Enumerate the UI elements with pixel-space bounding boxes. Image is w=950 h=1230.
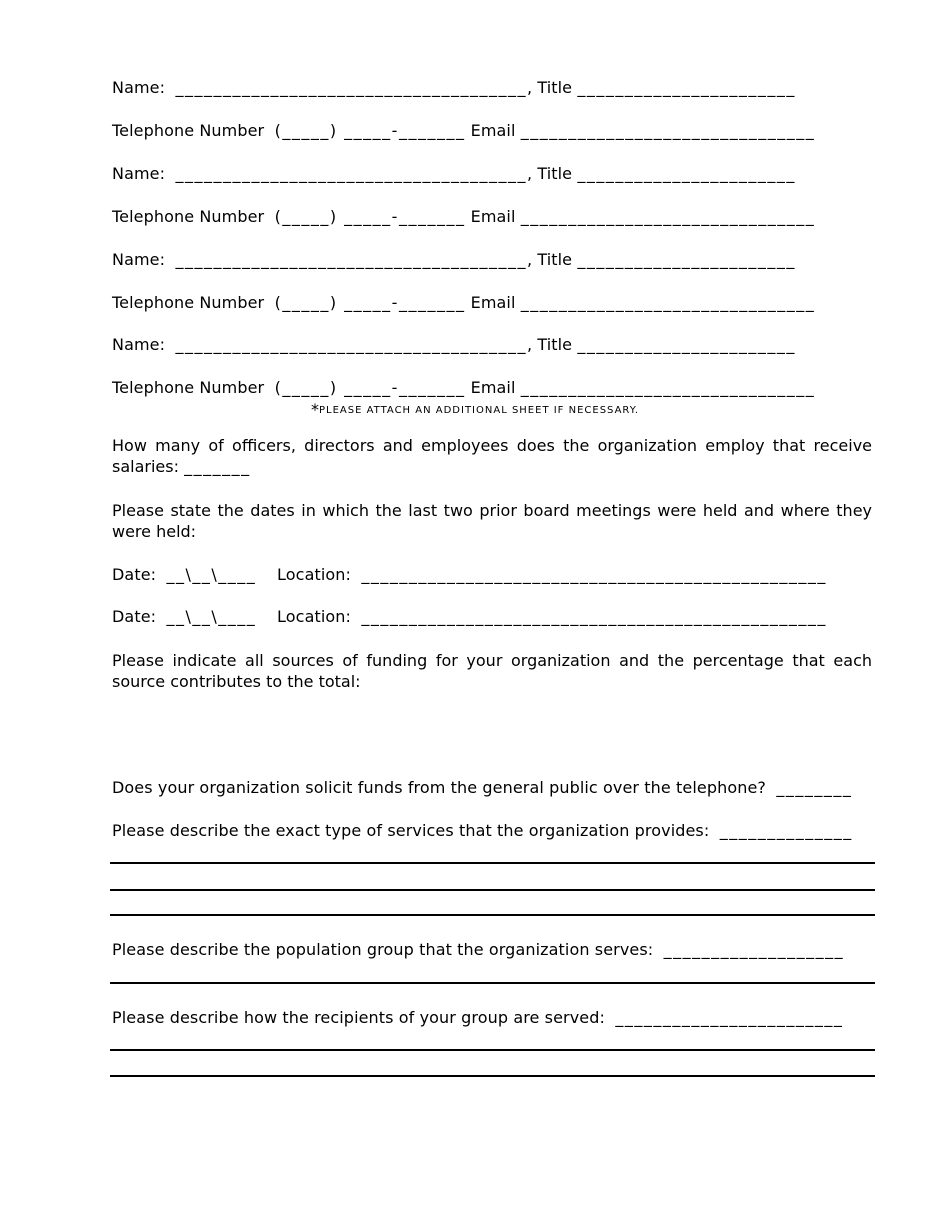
date-field[interactable]: __\__\____ <box>166 565 257 584</box>
email-label: Email <box>470 378 516 397</box>
attach-note <box>0 400 950 419</box>
recipients-field[interactable]: ________________________ <box>615 1008 844 1027</box>
title-field[interactable]: _______________________ <box>577 78 796 97</box>
name-label: Name: <box>112 78 166 97</box>
email-field[interactable]: _______________________________ <box>520 121 816 140</box>
title-label: , Title <box>526 250 573 269</box>
contact-phone-row <box>112 378 815 398</box>
population-question: Please describe the population group that the organization serves: <box>112 940 654 959</box>
contact-phone-row <box>112 207 815 227</box>
salaries-field[interactable]: _______ <box>184 457 251 476</box>
population-question-row <box>112 940 844 960</box>
email-field[interactable]: _______________________________ <box>520 207 816 226</box>
telephone-question: Does your organization solicit funds from the general public over the telephone? <box>112 778 766 797</box>
services-question: Please describe the exact type of services that the organization provides: <box>112 821 710 840</box>
meeting-row <box>112 565 827 585</box>
date-label: Date: <box>112 565 157 584</box>
location-label: Location: <box>277 565 352 584</box>
email-field[interactable]: _______________________________ <box>520 378 816 397</box>
contact-phone-row <box>112 121 815 141</box>
telephone-question-row <box>112 778 852 798</box>
telephone-field[interactable]: ________ <box>776 778 853 797</box>
name-label: Name: <box>112 250 166 269</box>
name-label: Name: <box>112 164 166 183</box>
title-label: , Title <box>526 335 573 354</box>
phone-field[interactable]: (_____) _____-_______ <box>274 121 466 140</box>
meetings-question: Please state the dates in which the last two prior board meetings were held and where they were held: <box>112 501 872 541</box>
phone-label: Telephone Number <box>112 207 265 226</box>
email-label: Email <box>470 121 516 140</box>
recipients-answer-line[interactable] <box>110 1049 875 1051</box>
phone-field[interactable]: (_____) _____-_______ <box>274 207 466 226</box>
services-answer-line[interactable] <box>110 862 875 864</box>
title-field[interactable]: _______________________ <box>577 164 796 183</box>
recipients-question: Please describe how the recipients of your group are served: <box>112 1008 605 1027</box>
email-field[interactable]: _______________________________ <box>520 293 816 312</box>
population-answer-line[interactable] <box>110 982 875 984</box>
name-field[interactable]: _____________________________________ <box>175 335 527 354</box>
salaries-question-text: How many of officers, directors and employees does the organization employ that receive salaries: <box>112 436 872 476</box>
recipients-question-row <box>112 1008 843 1028</box>
contact-name-row <box>112 164 796 184</box>
services-answer-line[interactable] <box>110 889 875 891</box>
phone-label: Telephone Number <box>112 121 265 140</box>
phone-field[interactable]: (_____) _____-_______ <box>274 378 466 397</box>
phone-field[interactable]: (_____) _____-_______ <box>274 293 466 312</box>
asterisk: * <box>310 400 319 419</box>
name-field[interactable]: _____________________________________ <box>175 250 527 269</box>
contact-name-row <box>112 335 796 355</box>
location-field[interactable]: _________________________________________________ <box>361 565 827 584</box>
location-label: Location: <box>277 607 352 626</box>
date-label: Date: <box>112 607 157 626</box>
title-field[interactable]: _______________________ <box>577 335 796 354</box>
recipients-answer-line[interactable] <box>110 1075 875 1077</box>
services-question-row <box>112 821 853 841</box>
services-field[interactable]: ______________ <box>719 821 853 840</box>
title-field[interactable]: _______________________ <box>577 250 796 269</box>
phone-label: Telephone Number <box>112 378 265 397</box>
contact-name-row <box>112 250 796 270</box>
phone-label: Telephone Number <box>112 293 265 312</box>
salaries-question <box>112 435 872 477</box>
contact-name-row <box>112 78 796 98</box>
contact-phone-row <box>112 293 815 313</box>
location-field[interactable]: _________________________________________________ <box>361 607 827 626</box>
name-label: Name: <box>112 335 166 354</box>
email-label: Email <box>470 207 516 226</box>
population-field[interactable]: ___________________ <box>663 940 845 959</box>
name-field[interactable]: _____________________________________ <box>175 164 527 183</box>
email-label: Email <box>470 293 516 312</box>
services-answer-line[interactable] <box>110 914 875 916</box>
meeting-row <box>112 607 827 627</box>
attach-note-text: PLEASE ATTACH AN ADDITIONAL SHEET IF NECESSARY. <box>318 405 640 416</box>
name-field[interactable]: _____________________________________ <box>175 78 527 97</box>
date-field[interactable]: __\__\____ <box>166 607 257 626</box>
title-label: , Title <box>526 164 573 183</box>
title-label: , Title <box>526 78 573 97</box>
funding-question: Please indicate all sources of funding for your organization and the percentage that each source contributes to the total: <box>112 651 872 691</box>
